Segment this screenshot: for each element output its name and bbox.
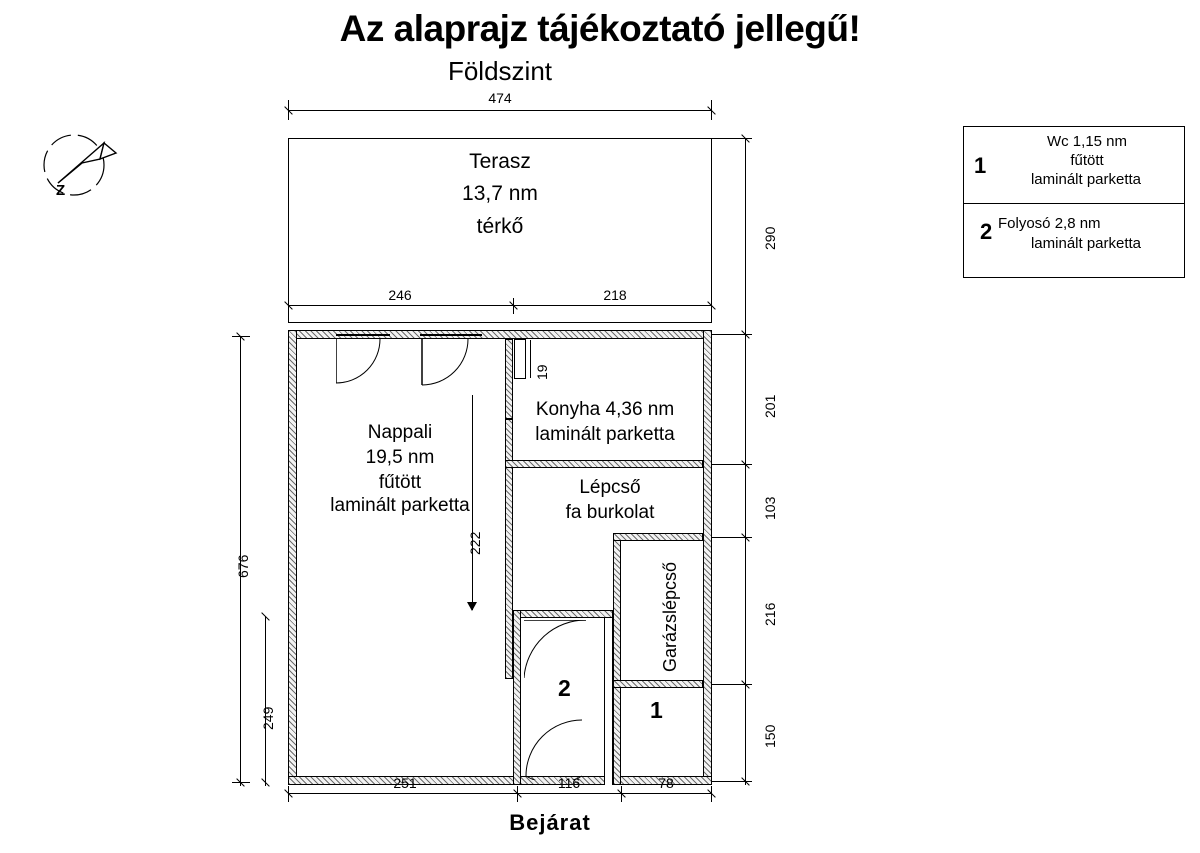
terasz-finish: térkő — [476, 215, 524, 238]
dim-ext-b1 — [288, 786, 289, 802]
dim-ext-r1 — [712, 138, 752, 139]
dim-ext-r5 — [712, 684, 752, 685]
terasz-area: 13,7 nm — [462, 182, 538, 205]
legend-item-1-line1: Wc 1,15 nm — [1046, 133, 1128, 150]
dim-label-251: 251 — [393, 775, 417, 791]
door-sill-terasz-right — [420, 334, 482, 336]
dim-label-116: 116 — [557, 775, 581, 791]
legend-item-1-number: 1 — [974, 153, 987, 178]
legend-item-1-line2: fűtött — [1070, 152, 1104, 169]
wall-left — [288, 330, 297, 785]
dim-label-150: 150 — [762, 724, 778, 748]
dim-label-78: 78 — [658, 775, 674, 791]
lepcso-line2: fa burkolat — [565, 502, 655, 523]
dim-label-103: 103 — [762, 496, 778, 520]
svg-text:Z: Z — [56, 182, 66, 199]
door-folyoso-upper — [524, 620, 596, 682]
dim-line-right — [745, 138, 746, 785]
dim-line-top-total — [288, 110, 712, 111]
legend-item-2-number: 2 — [980, 219, 993, 244]
legend-item-1-line3: laminált parketta — [1030, 171, 1142, 188]
terasz-name: Terasz — [469, 150, 531, 173]
door-folyoso-lower — [524, 718, 600, 780]
door-terasz-left — [336, 339, 390, 384]
dim-label-676: 676 — [235, 554, 251, 578]
legend-box — [963, 126, 1185, 278]
wall-wc-top — [613, 680, 703, 688]
dim-ext-r4 — [712, 537, 752, 538]
wall-garazslepcso-top — [613, 533, 703, 541]
page-title: Az alaprajz tájékoztató jellegű! — [339, 8, 861, 49]
dim-label-222: 222 — [467, 531, 483, 555]
dim-ext-r2 — [712, 334, 752, 335]
entrance-label: Bejárat — [509, 810, 591, 835]
room-number-2: 2 — [558, 675, 571, 701]
nappali-heating: fűtött — [378, 472, 422, 493]
nappali-name: Nappali — [367, 422, 433, 443]
wall-folyoso-left — [513, 610, 521, 785]
wall-konyha-bottom — [505, 460, 703, 468]
dim-ext-l1 — [232, 336, 250, 337]
legend-item-2-line1: Folyosó 2,8 nm — [998, 215, 1101, 232]
floor-subtitle: Földszint — [447, 56, 553, 86]
door-sill-terasz-left — [336, 334, 390, 336]
dim-line-bottom — [288, 793, 712, 794]
dim-label-290: 290 — [762, 226, 778, 250]
dim-arrow-222 — [467, 602, 477, 611]
lepcso-line1: Lépcső — [579, 477, 641, 498]
opening-konyha — [514, 339, 526, 379]
dim-line-left-249 — [265, 616, 266, 786]
wall-folyoso-top — [513, 610, 613, 618]
compass-north-icon — [30, 125, 130, 201]
legend-item-2-line2: laminált parketta — [1030, 235, 1142, 252]
wall-folyoso-right — [604, 618, 613, 785]
room-number-1: 1 — [650, 697, 663, 723]
dim-label-216: 216 — [762, 602, 778, 626]
dim-ext-r3 — [712, 464, 752, 465]
konyha-line1: Konyha 4,36 nm — [535, 399, 675, 420]
dim-label-201: 201 — [762, 394, 778, 418]
dim-line-222 — [472, 395, 473, 610]
dim-label-19: 19 — [534, 364, 550, 380]
dim-label-249: 249 — [260, 706, 276, 730]
konyha-line2: laminált parketta — [535, 424, 675, 445]
dim-label-474: 474 — [488, 90, 512, 106]
nappali-finish: laminált parketta — [330, 495, 470, 516]
garazslepcso-label: Garázslépcső — [660, 561, 680, 672]
door-terasz-right — [420, 339, 480, 387]
dim-ext-l2 — [232, 782, 250, 783]
dim-label-246: 246 — [388, 287, 412, 303]
dim-line-19 — [530, 340, 531, 378]
legend-divider — [964, 203, 1184, 204]
dim-line-terasz — [288, 305, 712, 306]
dim-label-218: 218 — [603, 287, 627, 303]
wall-konyha-left — [505, 419, 513, 679]
nappali-area: 19,5 nm — [365, 447, 435, 468]
wall-garazslepcso-left — [613, 533, 621, 785]
dim-ext-terasz-mid — [513, 298, 514, 314]
